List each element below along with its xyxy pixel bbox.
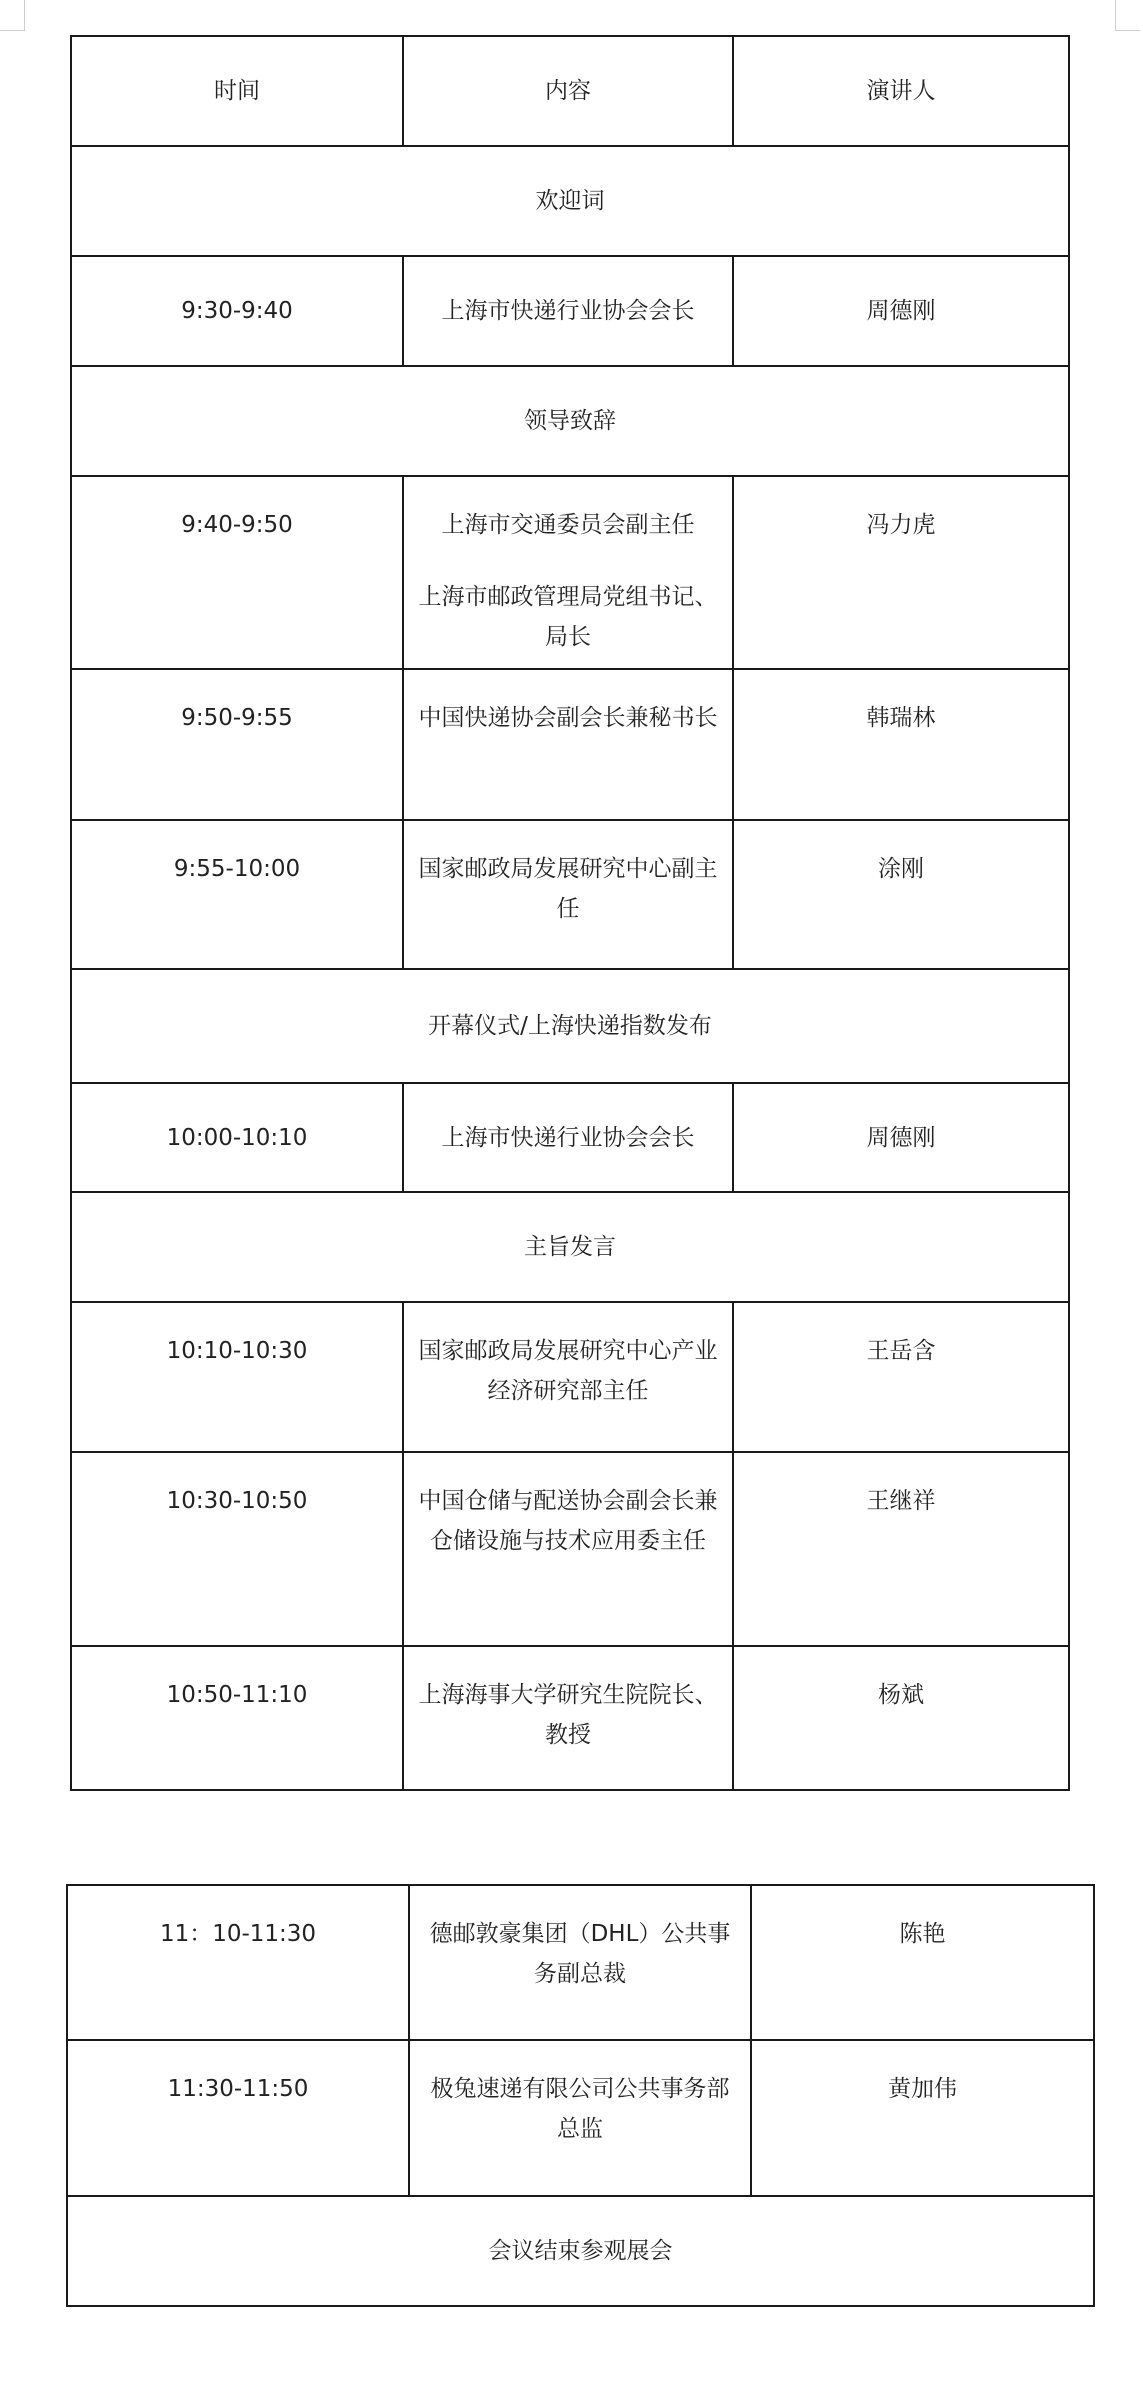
table-header-row <box>71 36 1069 146</box>
row-time: 10:10-10:30 <box>71 1302 403 1452</box>
row-time: 9:40-9:50 <box>71 476 403 669</box>
table-row <box>71 256 1069 366</box>
row-time: 11:30-11:50 <box>67 2040 409 2196</box>
table-row <box>71 1302 1069 1452</box>
row-content: 国家邮政局发展研究中心产业经济研究部主任 <box>403 1302 733 1452</box>
row-content: 上海市快递行业协会会长 <box>403 256 733 366</box>
row-speaker: 陈艳 <box>751 1885 1094 2040</box>
row-speaker: 周德刚 <box>733 256 1069 366</box>
header-time: 时间 <box>71 36 403 146</box>
table-row <box>67 2040 1094 2196</box>
section-closing: 会议结束参观展会 <box>67 2196 1094 2306</box>
row-content-line: 上海市交通委员会副主任 <box>441 512 695 538</box>
row-content: 极兔速递有限公司公共事务部总监 <box>409 2040 751 2196</box>
row-content: 中国快递协会副会长兼秘书长 <box>403 669 733 820</box>
crop-mark-left <box>0 0 25 31</box>
crop-mark-right <box>1115 0 1140 31</box>
table-row <box>67 1885 1094 2040</box>
schedule-table-continued <box>66 1884 1095 2307</box>
row-content: 德邮敦豪集团（DHL）公共事务副总裁 <box>409 1885 751 2040</box>
section-keynote: 主旨发言 <box>71 1192 1069 1302</box>
row-content: 上海市快递行业协会会长 <box>403 1083 733 1192</box>
header-content: 内容 <box>403 36 733 146</box>
row-speaker: 杨斌 <box>733 1646 1069 1790</box>
table-row <box>71 820 1069 969</box>
table-row <box>71 476 1069 669</box>
row-content: 国家邮政局发展研究中心副主任 <box>403 820 733 969</box>
row-time: 10:00-10:10 <box>71 1083 403 1192</box>
row-time: 11：10-11:30 <box>67 1885 409 2040</box>
row-speaker: 黄加伟 <box>751 2040 1094 2196</box>
row-speaker: 周德刚 <box>733 1083 1069 1192</box>
section-leader-speech: 领导致辞 <box>71 366 1069 476</box>
table-row <box>71 1452 1069 1646</box>
section-welcome: 欢迎词 <box>71 146 1069 256</box>
section-row <box>71 969 1069 1083</box>
section-row <box>71 366 1069 476</box>
row-time: 9:55-10:00 <box>71 820 403 969</box>
table-row <box>71 1083 1069 1192</box>
row-content-line: 上海市邮政管理局党组书记、局长 <box>418 584 718 650</box>
row-speaker: 王继祥 <box>733 1452 1069 1646</box>
table-row <box>71 1646 1069 1790</box>
row-speaker: 韩瑞林 <box>733 669 1069 820</box>
row-speaker: 冯力虎 <box>733 476 1069 669</box>
section-row <box>67 2196 1094 2306</box>
section-opening: 开幕仪式/上海快递指数发布 <box>71 969 1069 1083</box>
row-content: 中国仓储与配送协会副会长兼仓储设施与技术应用委主任 <box>403 1452 733 1646</box>
row-time: 10:50-11:10 <box>71 1646 403 1790</box>
row-time: 10:30-10:50 <box>71 1452 403 1646</box>
row-time: 9:50-9:55 <box>71 669 403 820</box>
section-row <box>71 1192 1069 1302</box>
row-content <box>403 476 733 669</box>
schedule-table-main <box>70 35 1070 1791</box>
row-time: 9:30-9:40 <box>71 256 403 366</box>
table-row <box>71 669 1069 820</box>
section-row <box>71 146 1069 256</box>
row-speaker: 王岳含 <box>733 1302 1069 1452</box>
header-speaker: 演讲人 <box>733 36 1069 146</box>
row-content: 上海海事大学研究生院院长、教授 <box>403 1646 733 1790</box>
row-speaker: 涂刚 <box>733 820 1069 969</box>
